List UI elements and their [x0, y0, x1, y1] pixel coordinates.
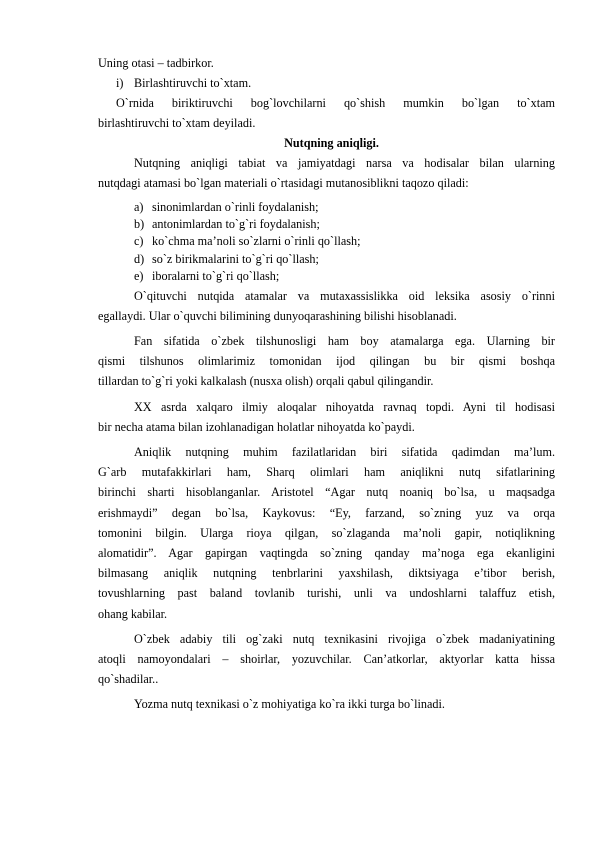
paragraph: [98, 153, 555, 193]
paragraph-line: O`zbek adabiy tili og`zaki nutq texnikasini rivojiga o`zbek madaniyatining: [134, 631, 555, 646]
paragraph: [98, 397, 555, 437]
list-text: Birlashtiruvchi to`xtam.: [134, 75, 252, 90]
paragraph-line: tovushlarning past baland tovlanib turishi, unli va undoshlarni talaffuz etish,: [98, 586, 555, 601]
paragraph-line: Aniqlik nutqning muhim fazilatlaridan biri sifatida qadimdan ma’lum.: [134, 445, 555, 460]
list-number: a): [134, 199, 144, 214]
paragraph-line: birinchi sharti hisoblanganlar. Aristotel “Agar nutq noaniq bo`lsa, u maqsadga: [98, 485, 555, 500]
paragraph-line: tillardan to`g`ri yoki kalkalash (nusxa olish) orqali qabul qilingandir.: [98, 374, 434, 389]
list-item: [98, 268, 555, 285]
document-page: [98, 54, 555, 715]
paragraph-line: alomatidir”. Agar gapirgan vaqtingda so`zning qanday ma’noga ega ekanligini: [98, 546, 555, 561]
paragraph: [98, 694, 555, 714]
paragraph-line: qismi tilshunos olimlarimiz tomonidan ijod qilingan bu bir qismi boshqa: [98, 354, 555, 369]
paragraph-line: G`arb mutafakkirlari ham, Sharq olimlari ham aniqlikni nutq sifatlarining: [98, 465, 555, 480]
paragraph: [98, 331, 555, 392]
paragraph: [98, 286, 555, 326]
list-number: e): [134, 269, 144, 284]
list-number: b): [134, 217, 145, 231]
list-item: [98, 199, 555, 216]
lettered-list: [98, 199, 555, 286]
paragraph: [98, 629, 555, 690]
list-text: iboralarni to`g`ri qo`llash;: [152, 269, 280, 284]
list-item-i: [98, 74, 555, 94]
paragraph-line: egallaydi. Ular o`quvchi bilimining dunyoqarashining bilishi hisoblanadi.: [98, 308, 457, 323]
list-number: i): [116, 75, 124, 90]
intro-line: Uning otasi – tadbirkor.: [98, 56, 214, 70]
paragraph-line: tomonini bilgin. Ularga rioya qilgan, so`zlaganda ma’noli gapir, notiqlikning: [98, 525, 555, 540]
paragraph-line: erishmaydi” degan bo`lsa, Kaykovus: “Ey, farzand, so`zning yuz va orqa: [98, 505, 555, 520]
paragraph-line: qo`shadilar..: [98, 672, 159, 687]
paragraph-line: O`rnida biriktiruvchi bog`lovchilarni qo`shish mumkin bo`lgan to`xtam: [116, 96, 555, 111]
paragraph-line: bir necha atama bilan izohlanadigan holatlar nihoyatda ko`paydi.: [98, 419, 415, 434]
list-text: sinonimlardan o`rinli foydalanish;: [152, 199, 319, 214]
list-number: d): [134, 251, 145, 266]
list-item: [98, 216, 555, 233]
list-text: ko`chma ma’noli so`zlarni o`rinli qo`llash;: [152, 234, 361, 249]
list-item: [98, 233, 555, 250]
paragraph-line: ohang kabilar.: [98, 606, 168, 621]
section-title: Nutqning aniqligi.: [284, 135, 379, 150]
paragraph-line: atoqli namoyondalari – shoirlar, yozuvchilar. Can’atkorlar, aktyorlar katta hissa: [98, 652, 555, 667]
paragraph-line: birlashtiruvchi to`xtam deyiladi.: [98, 116, 256, 131]
list-item: [98, 251, 555, 268]
paragraph-line: nutqdagi atamasi bo`lgan materiali o`rtasidagi mutanosiblikni taqozo qiladi:: [98, 176, 469, 191]
paragraph-intro: [98, 93, 555, 133]
list-text: antonimlardan to`g`ri foydalanish;: [152, 217, 320, 231]
paragraph-line: O`qituvchi nutqida atamalar va mutaxassislikka oid leksika asosiy o`rinni: [134, 288, 555, 303]
list-text: so`z birikmalarini to`g`ri qo`llash;: [152, 251, 319, 266]
paragraph: [98, 442, 555, 624]
paragraph-line: Nutqning aniqligi tabiat va jamiyatdagi narsa va hodisalar bilan ularning: [134, 156, 555, 171]
paragraph-line: XX asrda xalqaro ilmiy aloqalar nihoyatda ravnaq topdi. Ayni til hodisasi: [134, 399, 555, 414]
list-number: c): [134, 234, 144, 249]
paragraph-line: bilmasang aniqlik nutqning tenbrlarini yaxshilash, diktsiyaga e’tibor berish,: [98, 566, 555, 581]
paragraph-line: Yozma nutq texnikasi o`z mohiyatiga ko`ra ikki turga bo`linadi.: [134, 697, 445, 712]
paragraph-line: Fan sifatida o`zbek tilshunosligi ham boy atamalarga ega. Ularning bir: [134, 334, 555, 349]
